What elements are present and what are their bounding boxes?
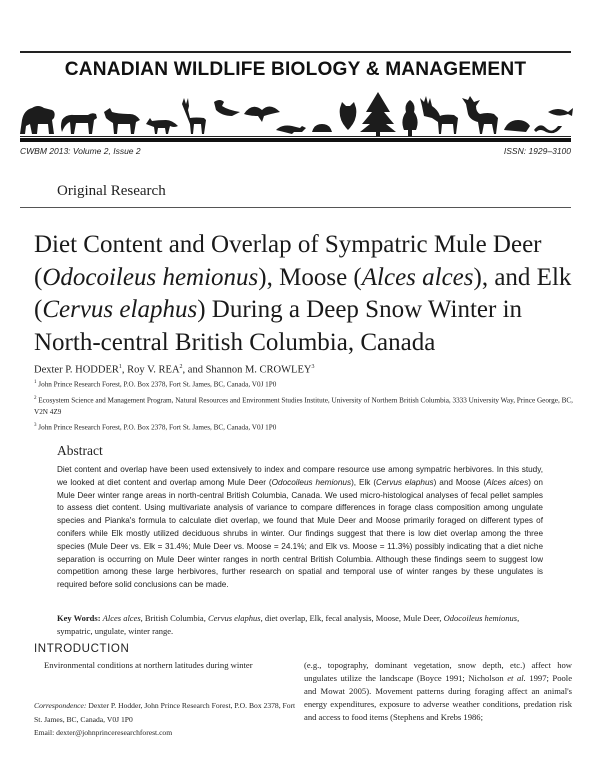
abstract-body: Diet content and overlap have been used extensively to index and compare resource use among sympatric herbivores. In this study, we looked at diet content and overlap among Mule Deer (Odocoileus hemionus), Elk (Cervus elaphus) and Moose (Alces alces) on Mule Deer winter range areas in north-central British Columbia, Canada. We used micro-histological analyses of fecal pellet samples to assess diet content. Using multivariate analysis of variance to compare differences in forage class composition among ungulate species and Pianka's formula to calculate diet overlap, we found that Mule Deer and Moose primarily foraged on different types of conifers while Elk mostly utilized deciduous shrubs in winter. Our findings suggest that there is low diet overlap among the three species (Mule Deer vs. Elk = 31.4%; Mule Deer vs. Moose = 24.1%; and Elk vs. Moose = 11.3%) possibly indicating that a diet niche separation is occurring on Mule Deer winter ranges in north central British Columbia. Although these findings seem to suggest low competition among these large herbivores, further research on spatial and temporal use of winter ranges by these ungulates is required before solid conclusions can be made.	[57, 465, 543, 590]
grizzly-bear-icon	[20, 106, 55, 134]
owl-icon	[340, 102, 357, 130]
author-name: Shannon M. CROWLEY	[205, 364, 312, 376]
author-name: Roy V. REA	[127, 364, 180, 376]
fish-icon	[548, 108, 573, 116]
header-thin-rule	[20, 136, 571, 137]
moose-icon	[462, 96, 498, 134]
journal-issue: CWBM 2013: Volume 2, Issue 2	[20, 146, 141, 156]
correspondence-email: Email: dexter@johnprinceresearchforest.com	[34, 728, 173, 737]
author-list: Dexter P. HODDER$^1$, Roy V. REA$^2$, and Shannon M. CROWLEY$^3$	[34, 364, 315, 376]
introduction-column-1: Environmental conditions at northern latitudes during winter	[44, 660, 253, 670]
article-title: Diet Content and Overlap of Sympatric Mule Deer (Odocoileus hemionus), Moose (Alces alces), and Elk (Cervus elaphus) During a Deep Snow Winter in North-central British Columbia, Canada	[34, 231, 572, 356]
wildlife-banner	[18, 90, 573, 136]
hawk-icon	[244, 106, 280, 122]
introduction-heading: INTRODUCTION	[34, 643, 130, 655]
correspondence-note: Correspondence: Dexter P. Hodder, John Prince Research Forest, P.O. Box 2378, Fort St. James, BC, Canada, V0J 1P0 Email: dexter@johnprinceresearchforest.com	[34, 701, 296, 737]
affiliation: $^2$ Ecosystem Science and Management Program, Natural Resources and Environment Studies Institute, University of Northern British Columbia, 3333 University Way, Prince George, BC, V2N 4Z9	[34, 396, 573, 416]
cougar-icon	[61, 113, 97, 134]
header-bottom-rule	[20, 138, 571, 142]
introduction-column-2: (e.g., topography, dominant vegetation, snow depth, etc.) affect how ungulates utilize the landscape (Boyce 1991; Nicholson et al. 1997; Poole and Mowat 2005). Movement patterns during foraging affect an animal's energy expenditures, exposure to adverse weather conditions, predation risk and access to food items (Stephens and Krebs 1986;	[304, 660, 573, 722]
fir-tree-icon	[360, 92, 396, 136]
section-divider	[20, 207, 571, 208]
journal-issn: ISSN: 1929–3100	[503, 146, 571, 156]
elk-icon	[504, 120, 530, 132]
section-label: Original Research	[57, 183, 166, 199]
deer-icon	[182, 98, 206, 134]
author-name: Dexter P. HODDER	[34, 364, 119, 376]
journal-title: CANADIAN WILDLIFE BIOLOGY & MANAGEMENT	[64, 58, 527, 80]
caribou-icon	[420, 96, 458, 134]
snake-icon	[534, 125, 562, 133]
abstract-heading: Abstract	[57, 443, 103, 458]
header-top-rule	[20, 51, 571, 53]
affiliation: $^1$ John Prince Research Forest, P.O. Box 2378, Fort St. James, BC, Canada, V0J 1P0	[34, 380, 277, 389]
wolf-icon	[104, 108, 140, 134]
marten-icon	[276, 126, 306, 135]
keywords: Key Words: Alces alces, British Columbia, Cervus elaphus, diet overlap, Elk, fecal analysis, Moose, Mule Deer, Odocoileus hemionus, sympatric, ungulate, winter range.	[57, 613, 520, 636]
goose-icon	[214, 100, 240, 116]
fox-icon	[146, 118, 178, 134]
frog-icon	[312, 124, 332, 132]
affiliation: $^3$ John Prince Research Forest, P.O. Box 2378, Fort St. James, BC, Canada, V0J 1P0	[34, 423, 277, 432]
spruce-tree-icon	[402, 100, 417, 136]
